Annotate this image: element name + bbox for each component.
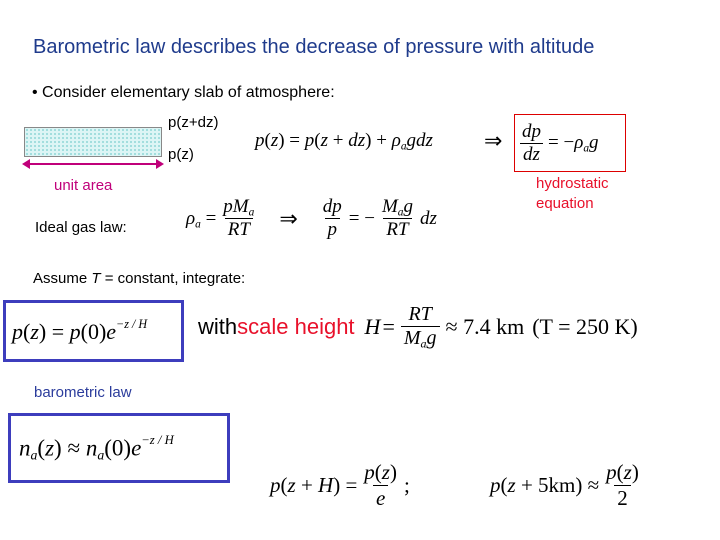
with-text: with <box>198 314 238 340</box>
ideal-gas-equation: $\rho_a$ = $\frac{pM_a}{RT}$ ⇒ $\frac{dp}{p}$ = − $\frac{M_ag}{RT}$ dz <box>186 196 437 241</box>
slab-bottom-label: p(z) <box>168 146 194 163</box>
unit-area-arrow <box>20 157 166 171</box>
assume-label <box>33 270 245 287</box>
pressure-at-H-equation: p(z + H) = $\frac{p(z)}{e}$ ; <box>270 460 410 510</box>
scale-height-row: with scale height H = $\frac{RT}{M_ag}$ ≈ 7.4 km (T = 250 K) <box>198 303 638 351</box>
assume-prefix: Assume <box>33 270 92 287</box>
pressure-at-5km-equation: p(z + 5km) ≈ $\frac{p(z)}{2}$ <box>490 460 639 510</box>
number-density-box: $n_a(z) \approx n_a(0)e^{-z / H}$ <box>8 413 230 483</box>
page-title: Barometric law describes the decrease of pressure with altitude <box>33 36 595 58</box>
barometric-law-label: barometric law <box>34 384 132 401</box>
temperature-expression: (T = 250 K) <box>532 314 638 340</box>
atmosphere-slab <box>24 127 162 157</box>
scale-height-value: ≈ 7.4 km <box>445 314 525 340</box>
assume-suffix: = constant, integrate: <box>100 270 246 287</box>
hydrostatic-label-line-1: hydrostatic <box>536 175 609 192</box>
unit-area-label: unit area <box>54 177 113 194</box>
scale-height-label: scale height <box>237 314 355 340</box>
slab-top-label: p(z+dz) <box>168 114 219 131</box>
hydrostatic-label <box>536 174 609 214</box>
assume-var: T <box>91 270 101 287</box>
bullet-text: • Consider elementary slab of atmosphere: <box>32 84 335 101</box>
ideal-gas-label: Ideal gas law: <box>35 219 127 236</box>
hydrostatic-label-line-2: equation <box>536 195 594 212</box>
hydrostatic-equation-box: $\frac{dp}{dz}$ = $-\rho_ag$ <box>514 114 626 172</box>
implies-arrow-1: ⇒ <box>484 128 503 153</box>
pressure-balance-equation: $p(z) = p(z + dz) + \rho_agdz$ <box>255 130 433 153</box>
exponential-pressure-box: $p(z) = p(0)e^{-z / H}$ <box>3 300 184 362</box>
